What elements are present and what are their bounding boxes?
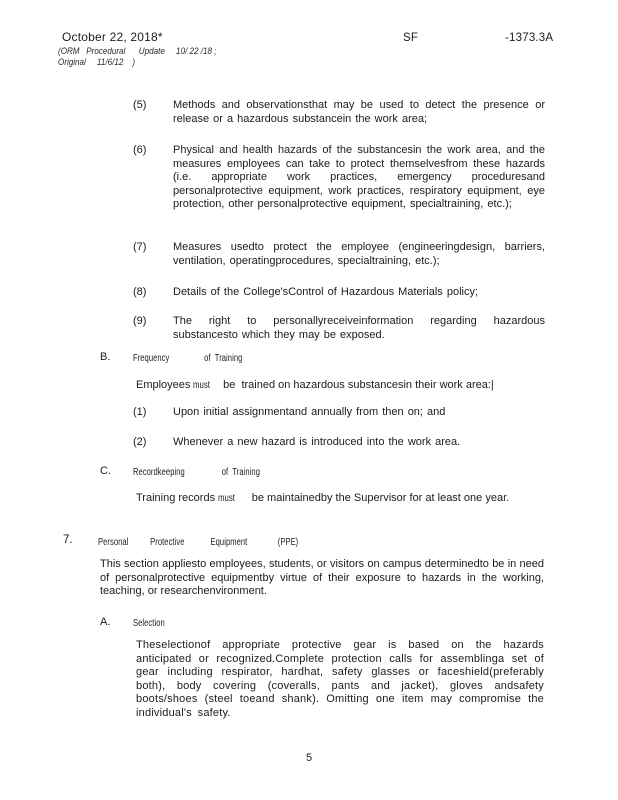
section-b-intro bbox=[136, 379, 494, 393]
section-7-number: 7. bbox=[63, 534, 73, 546]
doc-code-number: -1373.3A bbox=[505, 32, 554, 44]
item-text: Measures usedto protect the employee (engineeringdesign, barriers, ventilation, operatingprocedures, specialtraining, etc.); bbox=[173, 241, 545, 267]
section-b-letter: B. bbox=[100, 351, 111, 363]
section-a-letter: A. bbox=[100, 616, 111, 628]
section-a-body-paragraph: Theselectionof appropriate protective gear is based on the hazards anticipated or recognized.Complete protection calls for assemblinga set of gear including respirator, hardhat, safety glasses or faceshield(preferably both), body covering (coveralls, pants and jacket), gloves andsafety boots/shoes (steel toeand shank). Omitting one item may compromise the individual's safety. bbox=[136, 639, 544, 719]
list-item-b2 bbox=[133, 436, 545, 450]
section-c-line bbox=[136, 492, 509, 506]
list-item-9 bbox=[133, 315, 545, 342]
section-c-letter: C. bbox=[100, 465, 111, 477]
item-text: Physical and health hazards of the substancesin the work area, and the measures employees can take to protect themselvesfrom these hazards (i.e. appropriate work practices, emergency proceduresand personalprotective equipment, work practices, respiratory equipment, eye protection, other personalprotective equipment, specialtraining, etc.); bbox=[173, 144, 545, 211]
item-number: (9) bbox=[133, 315, 147, 327]
line-pre: Training records bbox=[136, 492, 216, 504]
section-a-title: Selection bbox=[133, 617, 165, 629]
doc-code-prefix: SF bbox=[403, 32, 419, 44]
section-7-intro-paragraph: This section appliesto employees, students, or visitors on campus determinedto be in need of personalprotective equipmentby virtue of their exposure to hazards in the working, teaching, or researchenvironment. bbox=[100, 558, 544, 598]
intro-emphasis: must bbox=[193, 380, 211, 391]
intro-pre: Employees bbox=[136, 379, 191, 391]
item-text: Whenever a new hazard is introduced into the work area. bbox=[173, 436, 461, 448]
intro-post: be trained on hazardous substancesin their work area:| bbox=[223, 379, 494, 391]
item-number: (7) bbox=[133, 241, 147, 253]
header-revision-note-line2 bbox=[58, 56, 149, 70]
section-b-title: Frequency of Training bbox=[133, 352, 243, 364]
list-item-7 bbox=[133, 241, 545, 268]
item-number: (1) bbox=[133, 406, 147, 418]
revision-note-text-2: Original 11/6/12 ) bbox=[58, 57, 136, 68]
item-number: (2) bbox=[133, 436, 147, 448]
list-item-8 bbox=[133, 286, 545, 300]
item-number: (8) bbox=[133, 286, 147, 298]
line-post: be maintainedby the Supervisor for at least one year. bbox=[251, 492, 510, 504]
item-number: (5) bbox=[133, 99, 147, 111]
list-item-b1 bbox=[133, 406, 545, 420]
item-number: (6) bbox=[133, 144, 147, 156]
item-text: Details of the College'sControl of Hazardous Materials policy; bbox=[173, 286, 479, 298]
item-text: Upon initial assignmentand annually from then on; and bbox=[173, 406, 446, 418]
revision-note-text-1: (ORM Procedural Update 10/ 22 /18 ; bbox=[58, 46, 217, 57]
list-item-5 bbox=[133, 99, 545, 126]
line-emphasis: must bbox=[218, 493, 235, 504]
item-text: Methods and observationsthat may be used to detect the presence or release or a hazardous substancein the work area; bbox=[173, 99, 545, 125]
section-c-title: Recordkeeping of Training bbox=[133, 466, 260, 478]
section-7-title: Personal Protective Equipment (PPE) bbox=[98, 536, 299, 548]
header-date: October 22, 2018* bbox=[62, 30, 163, 44]
list-item-6 bbox=[133, 144, 545, 212]
item-text: The right to personallyreceiveinformation regarding hazardous substancesto which they may be exposed. bbox=[173, 315, 545, 341]
page-number: 5 bbox=[305, 752, 313, 764]
